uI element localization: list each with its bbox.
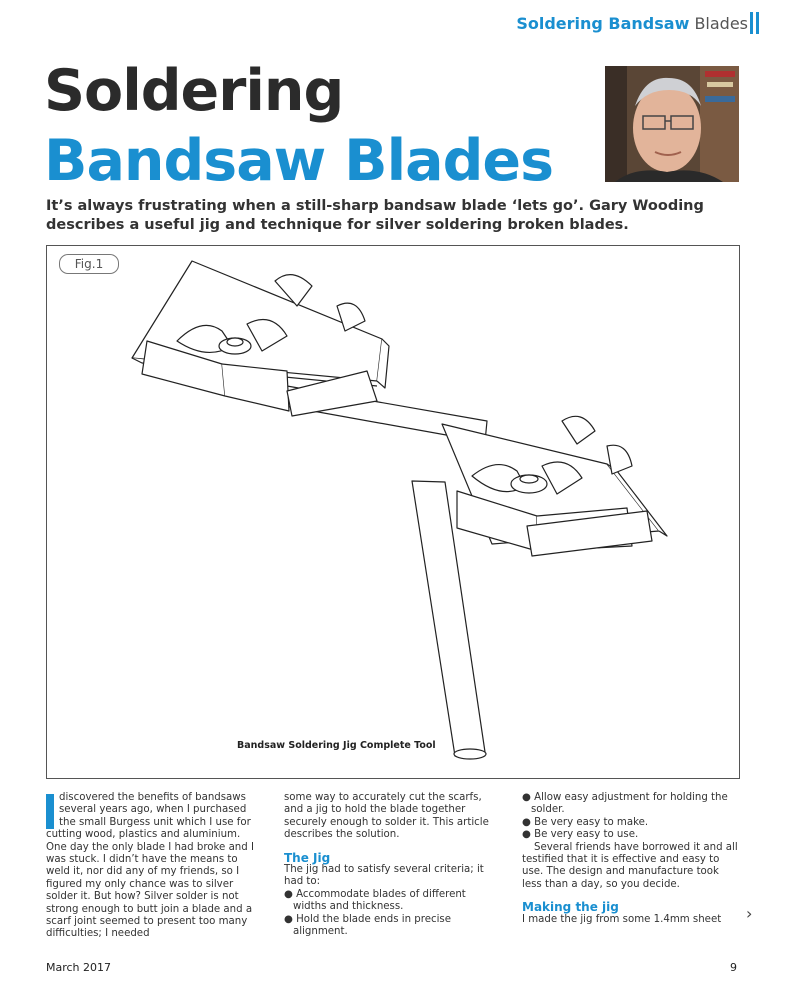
bullet-item: ● Accommodate blades of different widths and thickness. [284,888,466,913]
article-paragraph: Several friends have borrowed it and all testified that it is effective and easy to use. The design and manufacture took less than a day, so you decide. [522,841,738,890]
header-bars-decoration [750,12,762,34]
bullet-item: ● Be very easy to use. [522,829,639,841]
article-column-1 [46,792,258,941]
footer-date: March 2017 [46,961,112,974]
header-title-bold: Soldering Bandsaw [516,14,690,33]
continue-arrow-icon[interactable]: › [746,904,753,923]
page-number: 9 [730,961,737,974]
page-title-line2: Bandsaw Blades [44,128,554,194]
subheading-the-jig: The Jig [284,850,331,865]
figure-caption: Bandsaw Soldering Jig Complete Tool [237,740,436,751]
dropcap-i [46,794,54,829]
article-paragraph: I made the jig from some 1.4mm sheet [522,913,722,925]
page-title-line1: Soldering [44,58,344,124]
jig-illustration [47,246,739,778]
article-paragraph: some way to accurately cut the scarfs, and a jig to hold the blade together securely enough to solder it. This article describes the solution. [284,792,489,841]
running-header [516,14,748,33]
standfirst: It’s always frustrating when a still-sharp bandsaw blade ‘lets go’. Gary Wooding describes a useful jig and technique for silver soldering broken blades. [46,198,704,233]
bullet-item: ● Allow easy adjustment for holding the solder. [522,792,728,816]
figure-label: Fig.1 [59,254,119,274]
header-title-light: Blades [694,14,748,33]
bullet-item: ● Hold the blade ends in precise alignment. [284,913,451,938]
article-paragraph: The jig had to satisfy several criteria; it had to: [284,864,484,888]
bullet-item: ● Be very easy to make. [522,816,649,828]
author-photo [605,66,739,182]
article-column-3 [522,792,740,926]
article-column-2 [284,792,498,938]
subheading-making-the-jig: Making the jig [522,900,619,915]
figure-frame [46,245,740,779]
article-paragraph: discovered the benefits of bandsaws several years ago, when I purchased the small Burgess unit which I use for cutting wood, plastics and aluminium. One day the only blade I had broke and I was stuck. I didn’t have the means to weld it, nor did any of my friends, so I figured my only chance was to silver solder it. But how? Silver solder is not strong enough to butt join a blade and a scarf joint seemed to present too many difficulties; I needed [46,792,254,940]
